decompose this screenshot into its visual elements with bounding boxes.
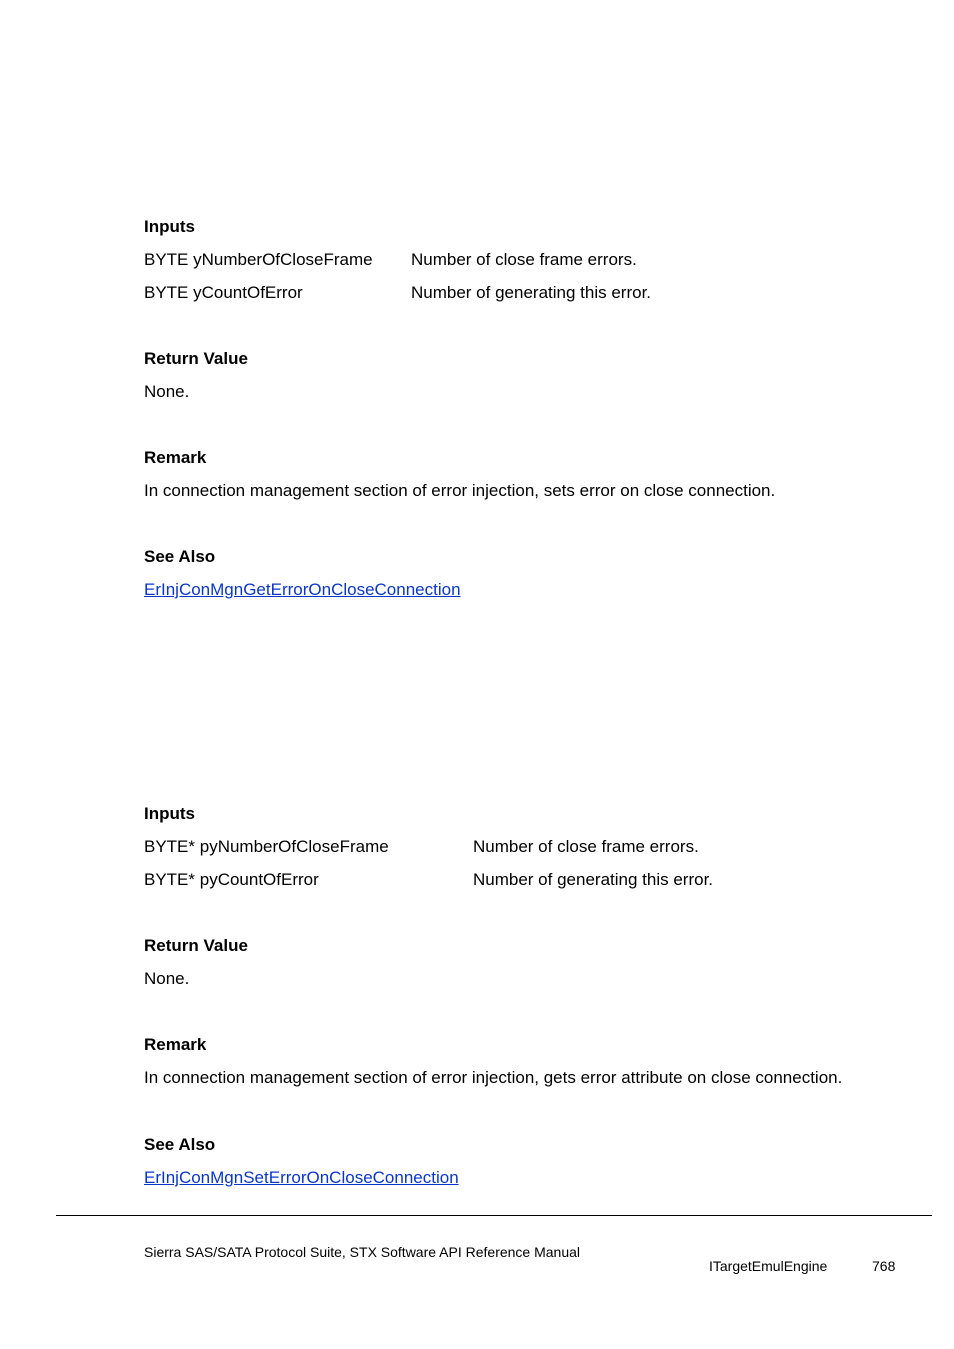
return-value-text: None. bbox=[144, 382, 190, 401]
footer-page-number: 768 bbox=[872, 1258, 896, 1274]
return-value-heading: Return Value bbox=[144, 349, 248, 368]
remark-heading: Remark bbox=[144, 448, 207, 467]
param-name: BYTE yNumberOfCloseFrame bbox=[144, 250, 373, 269]
see-also-link[interactable]: ErInjConMgnGetErrorOnCloseConnection bbox=[144, 580, 461, 599]
param-description: Number of generating this error. bbox=[473, 870, 714, 889]
return-value-text: None. bbox=[144, 969, 190, 988]
param-name: BYTE* pyCountOfError bbox=[144, 870, 319, 889]
footer-divider bbox=[56, 1215, 932, 1216]
param-name: BYTE* pyNumberOfCloseFrame bbox=[144, 837, 389, 856]
see-also-link[interactable]: ErInjConMgnSetErrorOnCloseConnection bbox=[144, 1168, 459, 1187]
inputs-heading: Inputs bbox=[144, 804, 195, 823]
param-description: Number of generating this error. bbox=[411, 283, 652, 302]
remark-text: In connection management section of error injection, sets error on close connection. bbox=[144, 481, 776, 500]
param-description: Number of close frame errors. bbox=[473, 837, 699, 856]
return-value-heading: Return Value bbox=[144, 936, 248, 955]
param-name: BYTE yCountOfError bbox=[144, 283, 303, 302]
see-also-heading: See Also bbox=[144, 547, 216, 566]
remark-text: In connection management section of error injection, gets error attribute on close connection. bbox=[144, 1068, 843, 1087]
remark-heading: Remark bbox=[144, 1035, 207, 1054]
footer-section-name: ITargetEmulEngine bbox=[709, 1258, 828, 1274]
see-also-heading: See Also bbox=[144, 1135, 216, 1154]
param-description: Number of close frame errors. bbox=[411, 250, 637, 269]
footer-manual-title: Sierra SAS/SATA Protocol Suite, STX Software API Reference Manual bbox=[144, 1244, 581, 1260]
inputs-heading: Inputs bbox=[144, 217, 195, 236]
